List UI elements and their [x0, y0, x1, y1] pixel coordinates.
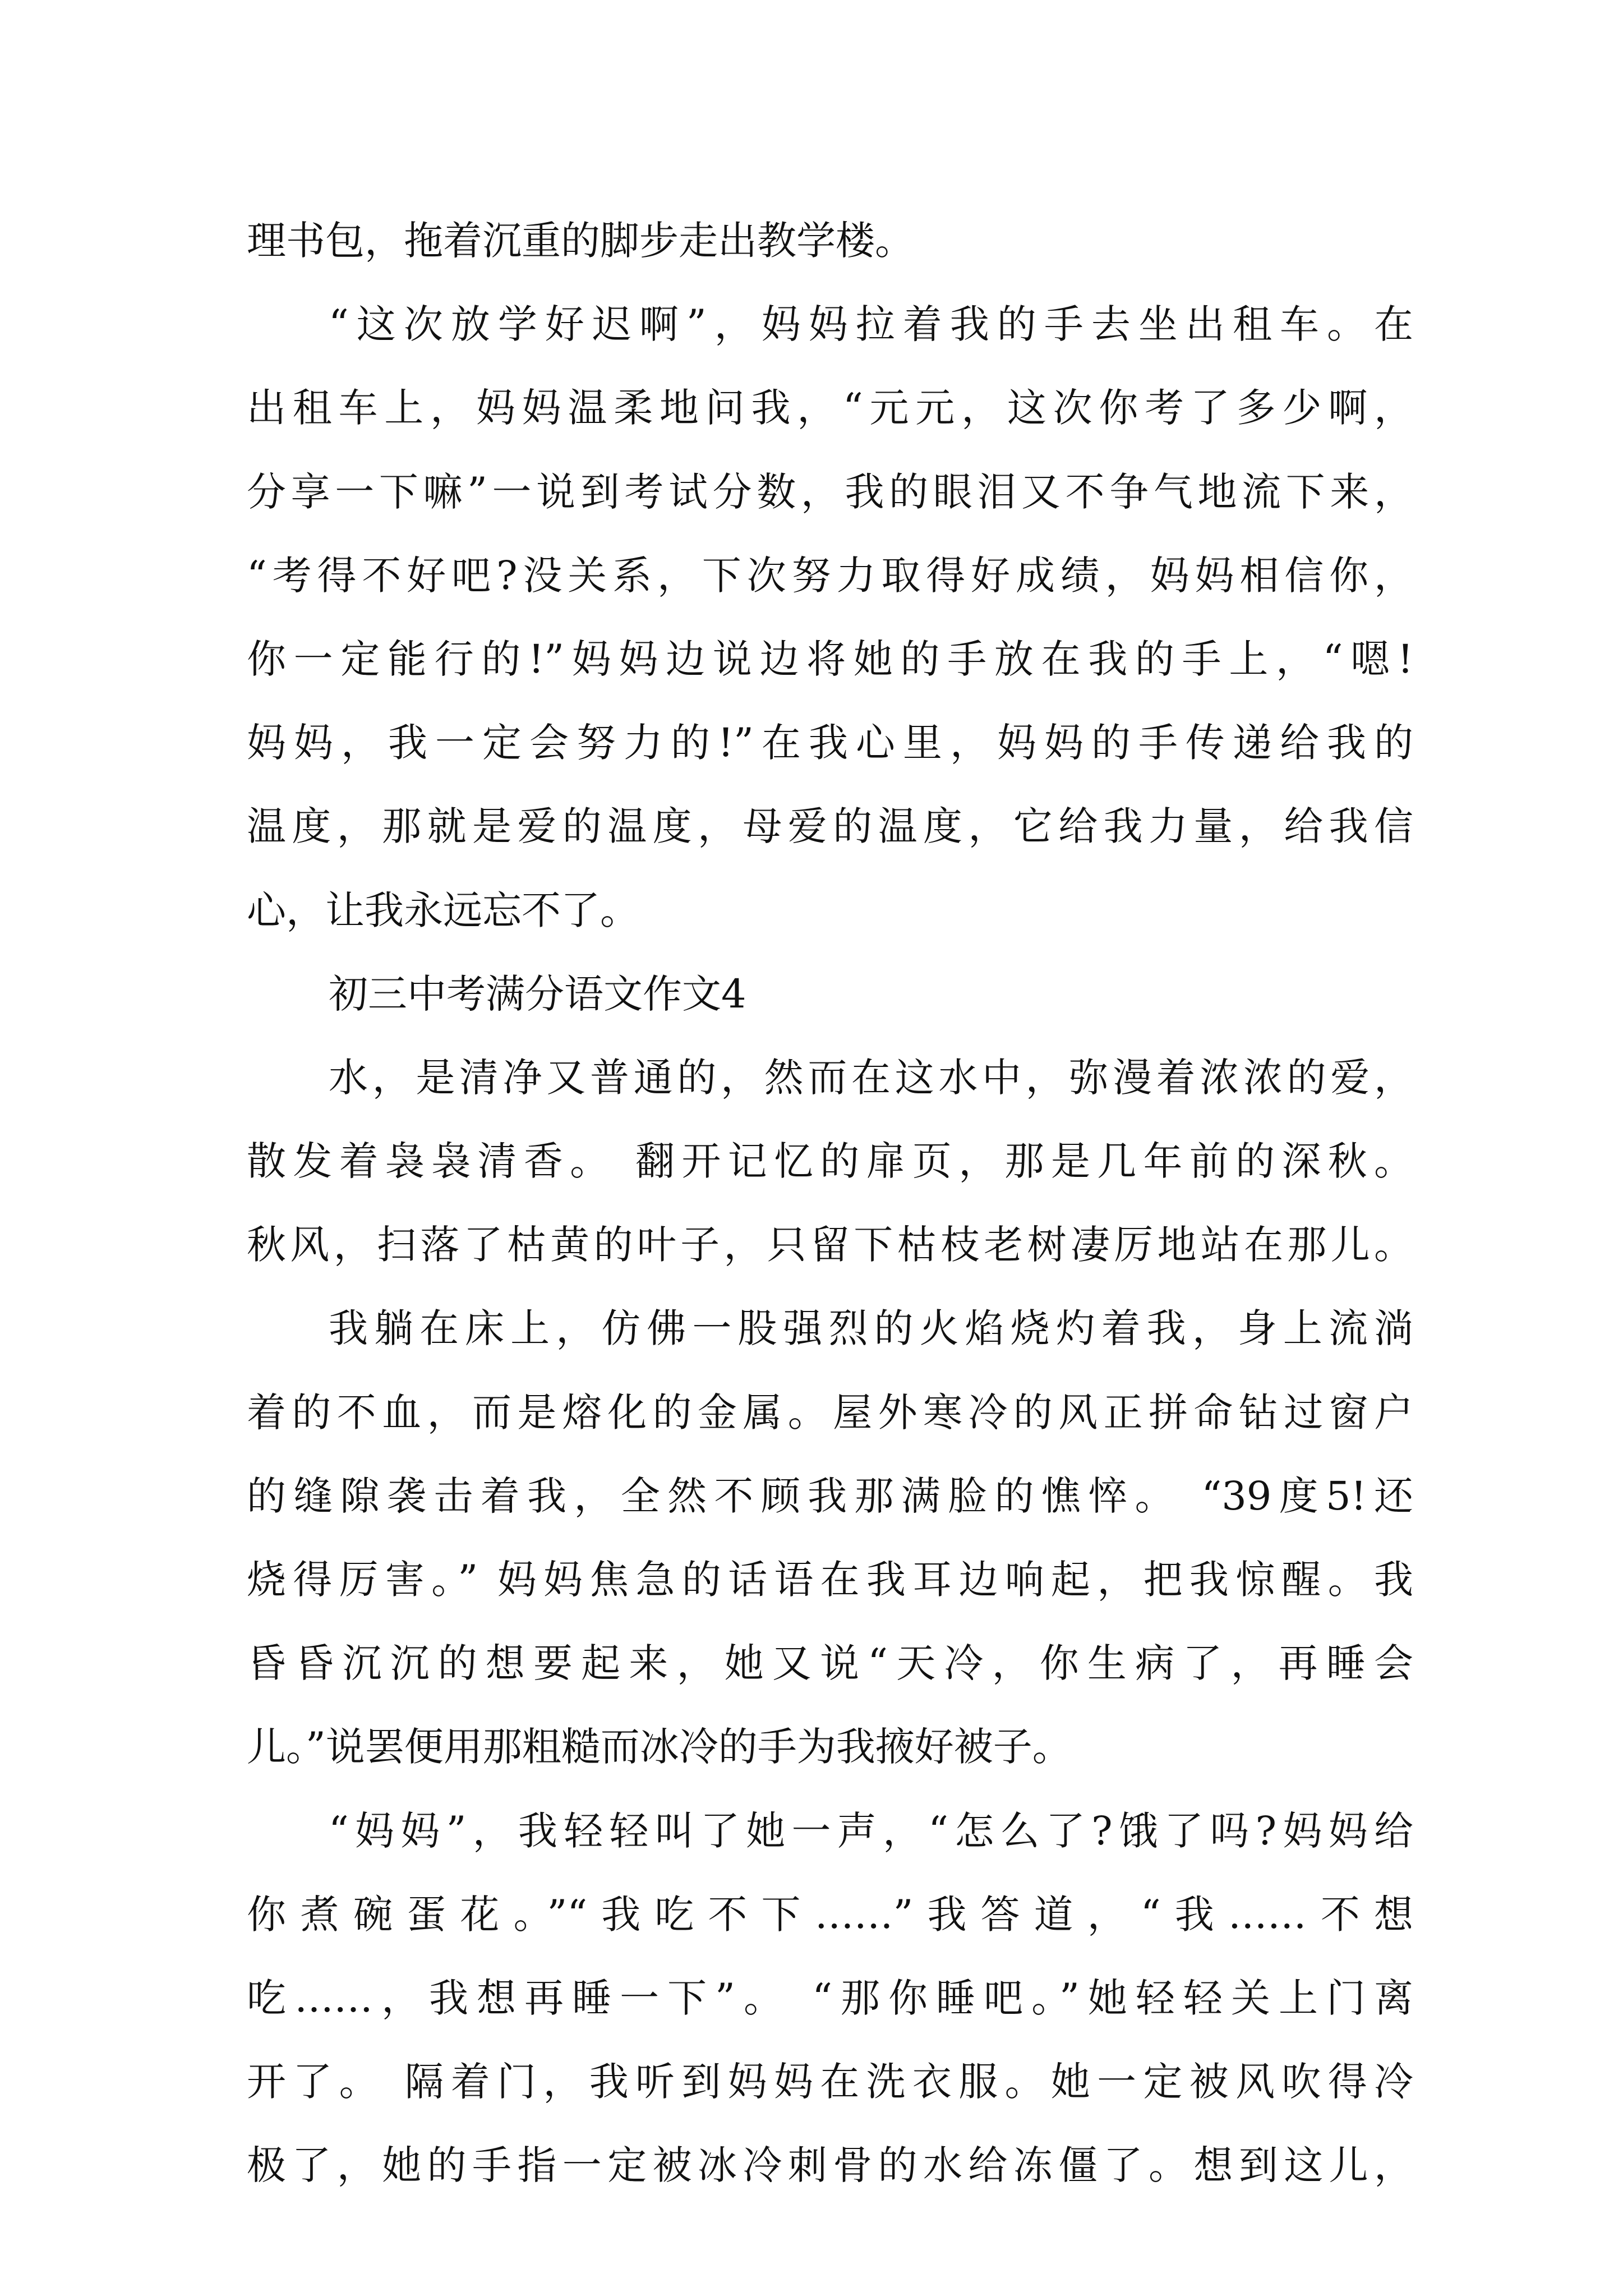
text-line: “这次放学好迟啊”，妈妈拉着我的手去坐出租车。在	[329, 301, 1413, 348]
text-line: 吃……，我想再睡一下”。 “那你睡吧。”她轻轻关上门离	[247, 1975, 1413, 2021]
text-line: “妈妈”，我轻轻叫了她一声，“怎么了?饿了吗?妈妈给	[329, 1807, 1413, 1854]
text-line: 秋风，扫落了枯黄的叶子，只留下枯枝老树凄厉地站在那儿。	[247, 1222, 1413, 1268]
text-line: 你煮碗蛋花。”“我吃不下……”我答道，“我……不想	[247, 1891, 1413, 1938]
section-heading: 初三中考满分语文作文4	[329, 970, 746, 1017]
text-line: 出租车上，妈妈温柔地问我，“元元，这次你考了多少啊，	[247, 385, 1413, 431]
text-line: 烧得厉害。” 妈妈焦急的话语在我耳边响起，把我惊醒。我	[247, 1557, 1413, 1603]
text-line: 分享一下嘛”一说到考试分数，我的眼泪又不争气地流下来，	[247, 468, 1413, 515]
text-line: 儿。”说罢便用那粗糙而冰冷的手为我掖好被子。	[247, 1724, 1072, 1770]
text-line: 你一定能行的!”妈妈边说边将她的手放在我的手上，“嗯!	[247, 636, 1413, 682]
text-line: 昏昏沉沉的想要起来，她又说“天冷，你生病了，再睡会	[247, 1640, 1413, 1687]
text-line: 极了，她的手指一定被冰冷刺骨的水给冻僵了。想到这儿，	[247, 2142, 1413, 2189]
text-line: 水，是清净又普通的，然而在这水中，弥漫着浓浓的爱，	[329, 1054, 1413, 1101]
text-line: 的缝隙袭击着我，全然不顾我那满脸的憔悴。 “39度5!还	[247, 1473, 1413, 1519]
text-line: 开了。 隔着门，我听到妈妈在洗衣服。她一定被风吹得冷	[247, 2059, 1413, 2105]
text-line: “考得不好吧?没关系，下次努力取得好成绩，妈妈相信你，	[247, 552, 1413, 599]
text-line: 着的不血，而是熔化的金属。屋外寒冷的风正拼命钻过窗户	[247, 1389, 1413, 1435]
text-line: 散发着袅袅清香。 翻开记忆的扉页，那是几年前的深秋。	[247, 1138, 1413, 1185]
text-line: 理书包，拖着沉重的脚步走出教学楼。	[247, 218, 914, 264]
document-body	[247, 199, 1413, 2208]
text-line: 温度，那就是爱的温度，母爱的温度，它给我力量，给我信	[247, 803, 1413, 850]
text-line: 我躺在床上，仿佛一股强烈的火焰烧灼着我，身上流淌	[329, 1305, 1413, 1352]
text-line: 妈妈，我一定会努力的!”在我心里，妈妈的手传递给我的	[247, 720, 1413, 766]
text-line: 心，让我永远忘不了。	[247, 887, 639, 933]
